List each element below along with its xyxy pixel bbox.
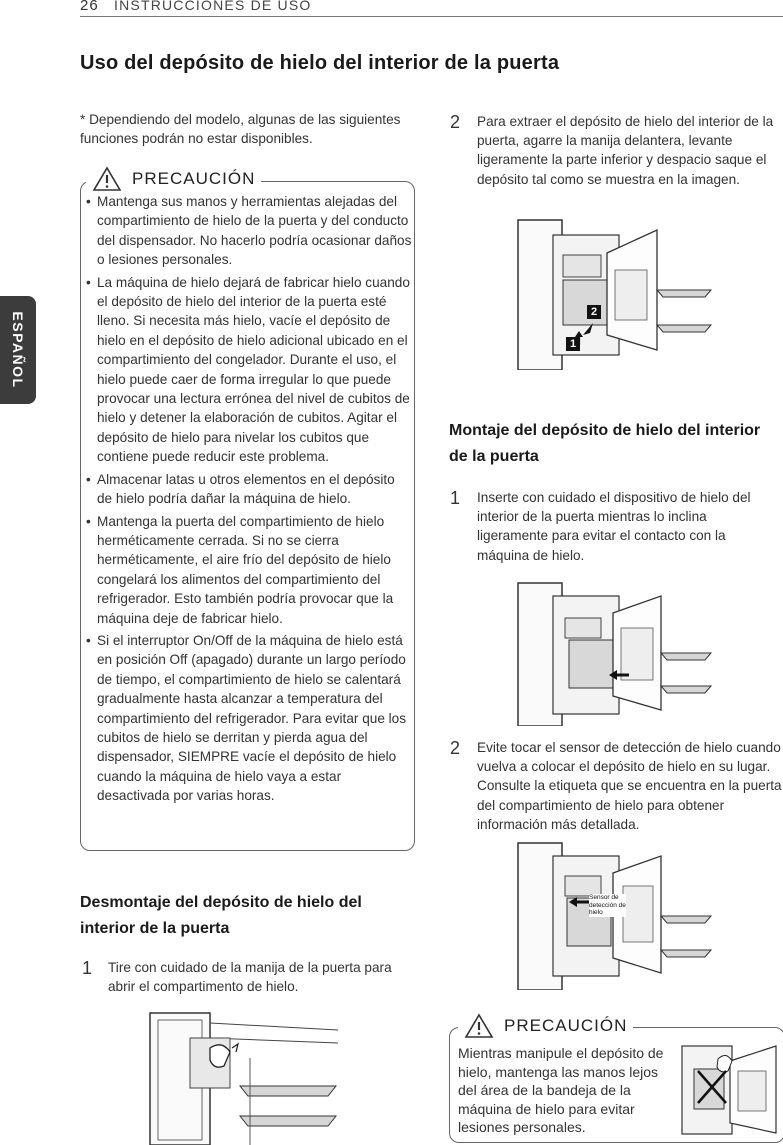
caution-label-2: PRECAUCIÓN	[504, 1016, 628, 1035]
sensor-label-line: Sensor de	[589, 894, 619, 901]
running-title: INSTRUCCIONES DE USO	[114, 0, 312, 13]
step-number: 2	[450, 738, 461, 758]
fridge-door-open-illustration	[140, 1008, 340, 1145]
caution-text-2: Mientras manipule el depósito de hielo, mantenga las manos lejos del área de la bandeja de la máquina de hielo para evitar lesiones personales.	[458, 1045, 664, 1136]
warning-icon	[464, 1013, 494, 1039]
warning-icon	[92, 166, 122, 192]
step-text: Inserte con cuidado el dispositivo de hielo del interior de la puerta mientras lo inclina ligeramente para evitar el contacto con la máquina de hielo.	[477, 490, 751, 563]
sensor-label-line: hielo	[589, 909, 603, 916]
caution-item: • Almacenar latas u otros elementos en el depósito de hielo podría dañar la máquina de hielo.	[86, 470, 412, 509]
step-text: Tire con cuidado de la manija de la puerta para abrir el compartimento de hielo.	[108, 960, 392, 995]
language-tab	[0, 296, 36, 404]
caution-item: • Si el interruptor On/Off de la máquina de hielo está en posición Off (apagado) durante un largo período de tiempo, el compartimiento de hielo se calentará gradualmente hasta alcanzar a temperatura del compartimiento del refrigerador. Para evitar que los cubitos de hielo se derritan y pierda agua del dispensador, SIEMPRE vacíe el depósito de hielo cuando la máquina de hielo vaya a estar desactivada por varias horas.	[86, 631, 412, 806]
step-number: 2	[450, 112, 461, 132]
hands-away-illustration	[680, 1041, 778, 1137]
caution-label: PRECAUCIÓN	[132, 169, 256, 188]
language-tab-label: ESPAÑOL	[10, 311, 26, 389]
sensor-label-line: detección de	[589, 901, 626, 909]
assembly-title: Montaje del depósito de hielo del interior de la puerta	[449, 422, 761, 465]
step-marker-2: 2	[587, 305, 601, 319]
step-number: 1	[450, 488, 461, 508]
caution-item: • Mantenga sus manos y herramientas alejadas del compartimiento de hielo de la puerta y del conducto del dispensador. No hacerlo podría ocasionar daños o lesiones personales.	[86, 192, 412, 270]
model-note: * Dependiendo del modelo, algunas de las siguientes funciones podrán no estar disponibles.	[80, 112, 401, 146]
caution-list	[86, 192, 412, 809]
page-number: 26	[80, 0, 99, 14]
caution-heading-2	[458, 1010, 633, 1042]
page-title: Uso del depósito de hielo del interior de la puerta	[80, 52, 560, 74]
remove-bin-illustration	[513, 215, 713, 370]
step-number: 1	[82, 958, 93, 978]
step-text: Para extraer el depósito de hielo del interior de la puerta, agarre la manija delantera, levante ligeramente la parte inferior y despacio saque el depósito tal como se muestra en la imagen.	[477, 114, 774, 187]
step-marker-1: 1	[566, 337, 580, 351]
caution-item: • Mantenga la puerta del compartimiento de hielo herméticamente cerrada. Si no se cierra herméticamente, el aire frío del depósito de hielo congelará los alimentos del compartimiento del refrigerador. Esto también podría provocar que la máquina deje de fabricar hielo.	[86, 512, 412, 628]
caution-heading	[86, 163, 261, 195]
removal-title: Desmontaje del depósito de hielo del interior de la puerta	[80, 894, 362, 937]
insert-bin-illustration	[513, 578, 713, 726]
step-text: Evite tocar el sensor de detección de hielo cuando vuelva a colocar el depósito de hielo en su lugar. Consulte la etiqueta que se encuentra en la puerta del compartimiento de hielo para obtener información más detallada.	[477, 740, 782, 832]
caution-item: • La máquina de hielo dejará de fabricar hielo cuando el depósito de hielo del interior de la puerta esté lleno. Si necesita más hielo, vacíe el depósito de hielo en el depósito de hielo adicional ubicado en el compartimiento del congelador. Durante el uso, el hielo puede caer de forma irregular lo que puede provocar una lectura errónea del nivel de cubitos de hielo y detener la elaboración de cubitos. Agitar el depósito de hielo para nivelar los cubitos que contiene puede reducir este problema.	[86, 273, 412, 467]
sensor-label	[589, 894, 626, 917]
